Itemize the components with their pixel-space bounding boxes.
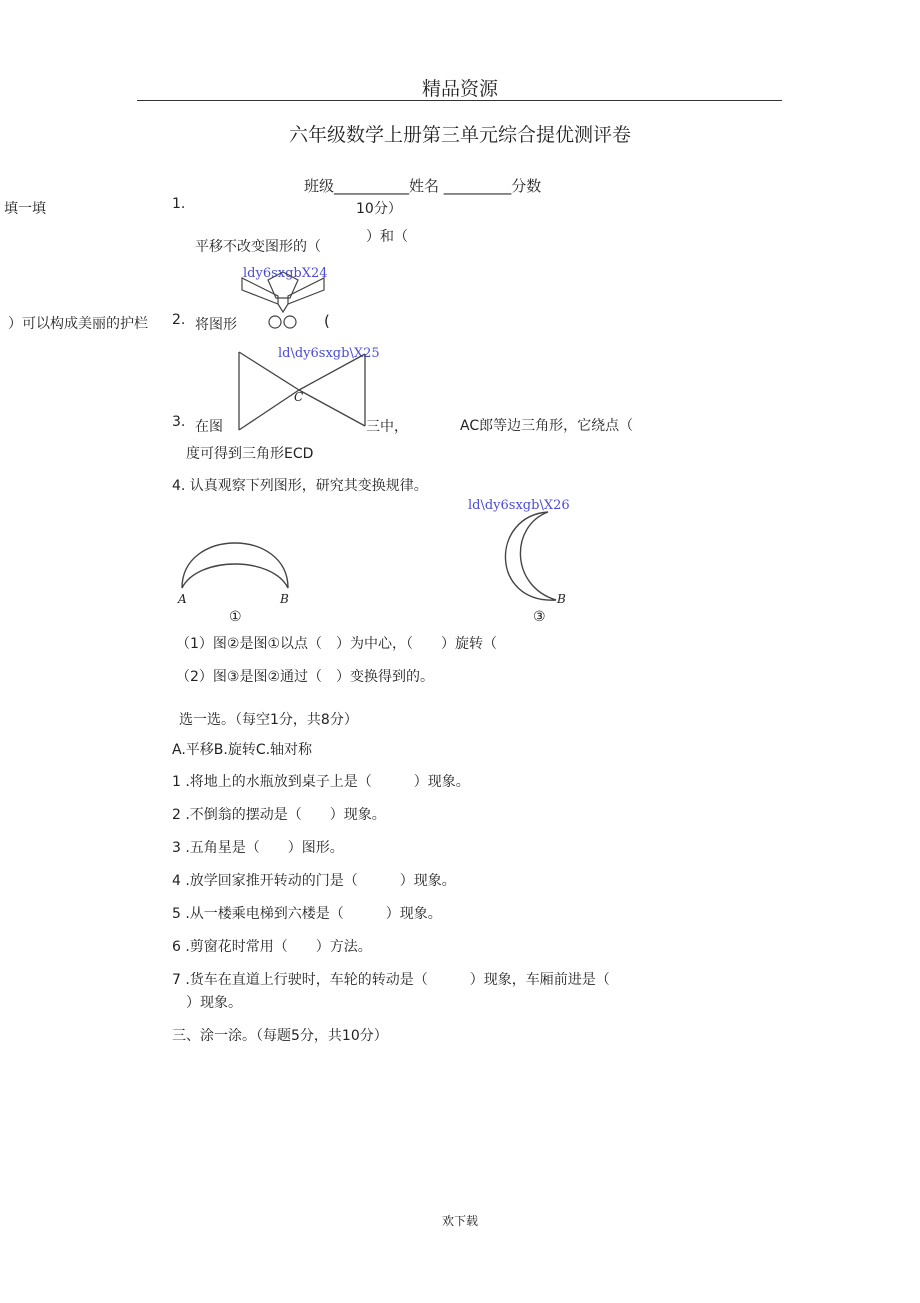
header-divider <box>137 100 782 101</box>
q3-text-line2: 度可得到三角形ECD <box>186 446 314 462</box>
q4-label-b1: B <box>280 592 289 606</box>
choice-item-1: 1 .将地上的水瓶放到桌子上是（ ）现象。 <box>172 774 470 790</box>
q4-circle-1: ① <box>229 609 242 625</box>
q4-circle-3: ③ <box>533 609 546 625</box>
choice-item-3: 3 .五角星是（ ）图形。 <box>172 840 344 856</box>
q3-text-b: 三中， <box>366 419 408 435</box>
q3-watermark: ld\dy6sxgb\X25 <box>278 346 380 361</box>
q1-text-a: 平移不改变图形的（ <box>195 239 321 255</box>
section2-options: A.平移B.旋转C.轴对称 <box>172 742 313 758</box>
q2-watermark: ldy6sxgbX24 <box>243 266 328 281</box>
section3-heading: 三、涂一涂。（每题5分，共10分） <box>172 1028 388 1044</box>
section2-heading: 选一选。（每空1分，共8分） <box>179 712 358 728</box>
q1-score: 10分） <box>356 201 402 217</box>
choice-item-4: 4 .放学回家推开转动的门是（ ）现象。 <box>172 873 456 889</box>
q4-watermark: ld\dy6sxgb\X26 <box>468 498 570 513</box>
q4-text: 4. 认真观察下列图形，研究其变换规律。 <box>172 478 428 494</box>
q2-paren: ( <box>324 312 330 330</box>
q2-number: 2. <box>172 312 186 328</box>
page-header-title: 精品资源 <box>421 78 498 100</box>
q4-label-b3: B <box>557 592 566 606</box>
student-info-line: 班级__________姓名 _________分数 <box>304 177 542 195</box>
q3-text-a: 在图 <box>195 419 223 435</box>
q4-sub1: （1）图②是图①以点（ ）为中心，（ ）旋转（ <box>176 636 498 652</box>
choice-item-7-line2: ）现象。 <box>186 995 242 1011</box>
choice-item-7: 7 .货车在直道上行驶时，车轮的转动是（ ）现象，车厢前进是（ <box>172 972 610 988</box>
section1-heading: 填一填 <box>4 201 46 217</box>
q1-number: 1. <box>172 196 186 212</box>
q2-text: 将图形 <box>195 317 237 333</box>
document-title: 六年级数学上册第三单元综合提优测评卷 <box>288 124 631 146</box>
q4-crescent-figure-3 <box>496 508 566 608</box>
q3-text-c: AC郎等边三角形，它绕点（ <box>460 418 634 434</box>
q1-side-continuation: ）可以构成美丽的护栏 <box>8 316 148 332</box>
choice-item-5: 5 .从一楼乘电梯到六楼是（ ）现象。 <box>172 906 442 922</box>
q1-text-b: ）和（ <box>366 229 408 245</box>
q4-sub2: （2）图③是图②通过（ ）变换得到的。 <box>176 669 435 685</box>
choice-item-2: 2 .不倒翁的摆动是（ ）现象。 <box>172 807 386 823</box>
q3-label-c: C <box>294 390 304 404</box>
q3-number: 3. <box>172 414 186 430</box>
q2-fence-figure <box>238 268 328 330</box>
page-footer: 欢下载 <box>441 1214 478 1228</box>
q4-label-a: A <box>178 592 187 606</box>
choice-item-6: 6 .剪窗花时常用（ ）方法。 <box>172 939 372 955</box>
q4-crescent-figure-1 <box>176 534 296 596</box>
